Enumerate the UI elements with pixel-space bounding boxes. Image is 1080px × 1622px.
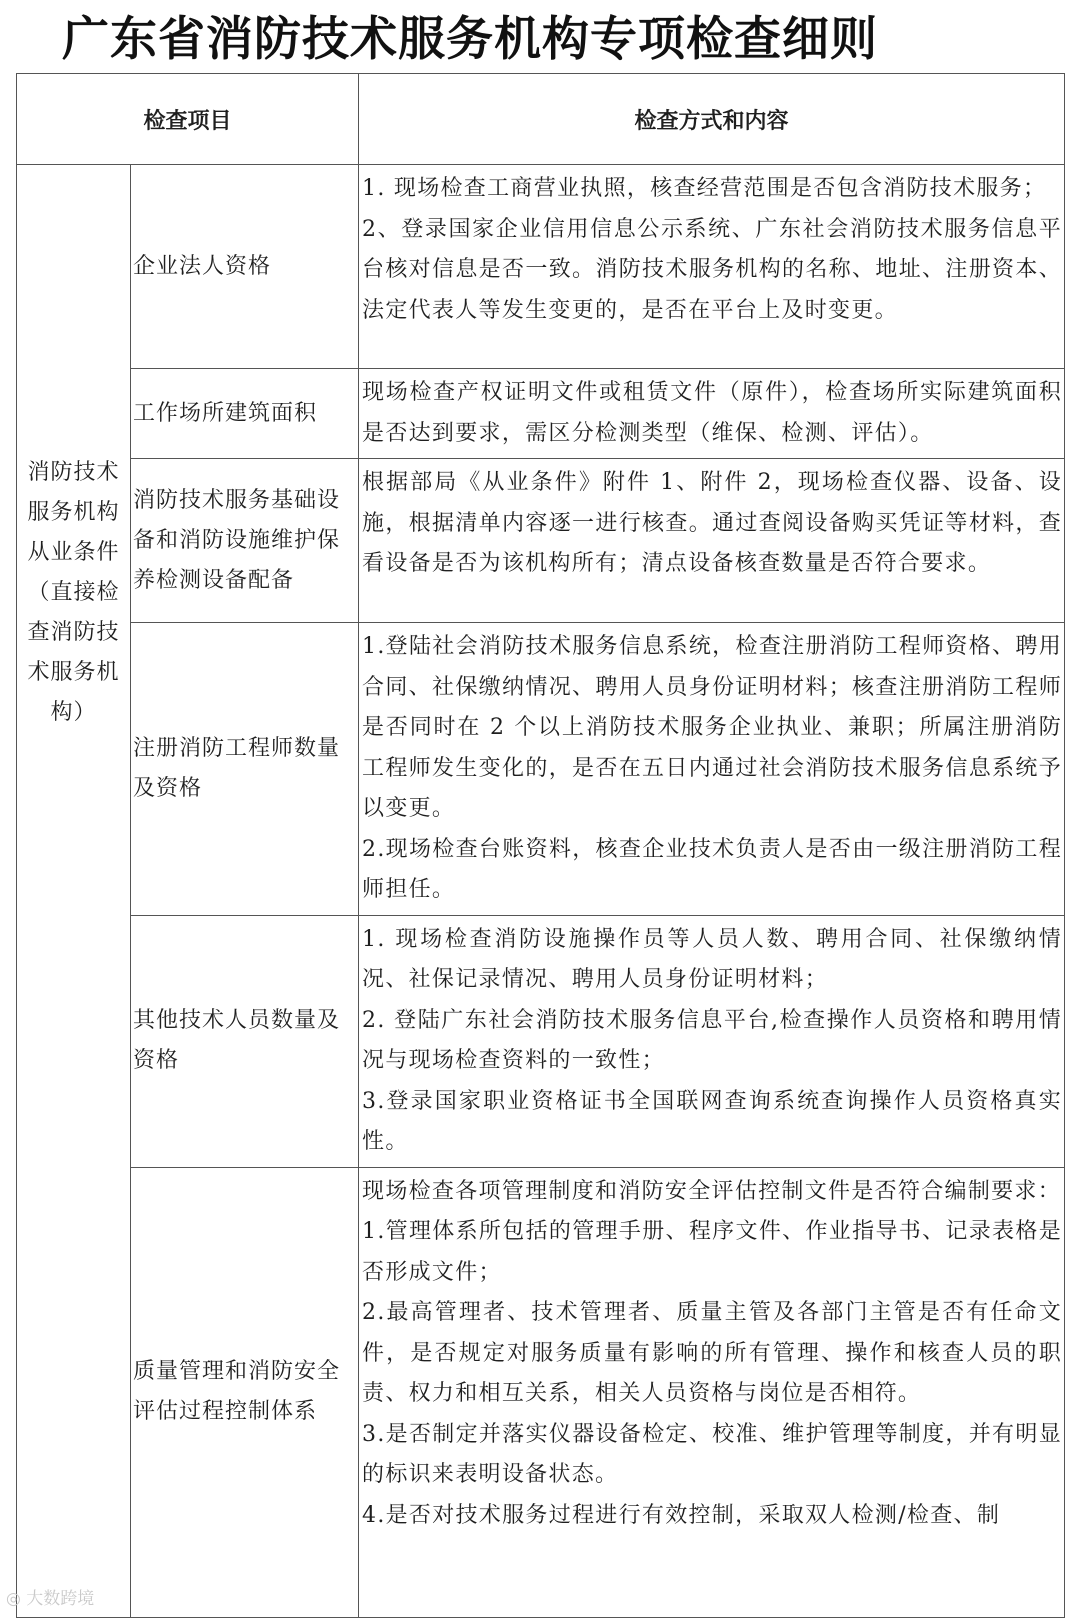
item-cell: 其他技术人员数量及资格 [131, 915, 359, 1167]
content-paragraph: 2.现场检查台账资料，核查企业技术负责人是否由一级注册消防工程师担任。 [362, 836, 1063, 902]
content-cell [359, 1167, 1065, 1617]
header-method-content: 检查方式和内容 [359, 74, 1065, 165]
content-paragraph: 现场检查各项管理制度和消防安全评估控制文件是否符合编制要求： [362, 1178, 1062, 1204]
watermark-text: 大数跨境 [26, 1589, 95, 1609]
content-cell [359, 165, 1065, 369]
content-paragraph: 1.管理体系所包括的管理手册、程序文件、作业指导书、记录表格是否形成文件； [362, 1219, 1063, 1285]
content-paragraph: 3.是否制定并落实仪器设备检定、校准、维护管理等制度，并有明显的标识来表明设备状态。 [362, 1421, 1063, 1487]
content-paragraph: 根据部局《从业条件》附件 1、附件 2，现场检查仪器、设备、设施，根据清单内容逐一进行核查。通过查阅设备购买凭证等材料，查看设备是否为该机构所有；清点设备核查数量是否符合要求。 [362, 470, 1063, 576]
content-paragraph: 2. 登陆广东社会消防技术服务信息平台,检查操作人员资格和聘用情况与现场检查资料的一致性； [362, 1007, 1063, 1073]
content-paragraph: 4.是否对技术服务过程进行有效控制，采取双人检测/检查、制 [362, 1502, 1001, 1528]
item-cell: 消防技术服务基础设备和消防设施维护保养检测设备配备 [131, 459, 359, 623]
content-cell [359, 915, 1065, 1167]
inspection-table [16, 73, 1065, 1618]
watermark-logo-icon: ◎ [6, 1589, 27, 1609]
header-inspection-item: 检查项目 [17, 74, 359, 165]
item-cell: 企业法人资格 [131, 165, 359, 369]
item-cell: 工作场所建筑面积 [131, 369, 359, 459]
table-row [17, 1167, 1065, 1617]
content-paragraph: 1.登陆社会消防技术服务信息系统，检查注册消防工程师资格、聘用合同、社保缴纳情况、聘用人员身份证明材料；核查注册消防工程师是否同时在 2 个以上消防技术服务企业执业、兼职；所属注册消防工程师发生变化的，是否在五日内通过社会消防技术服务信息系统予以变更。 [362, 634, 1063, 821]
content-paragraph: 2、登录国家企业信用信息公示系统、广东社会消防技术服务信息平台核对信息是否一致。消防技术服务机构的名称、地址、注册资本、法定代表人等发生变更的，是否在平台上及时变更。 [362, 216, 1063, 323]
category-cell: 消防技术服务机构从业条件（直接检查消防技术服务机构） [17, 165, 131, 1618]
watermark [6, 1584, 94, 1609]
content-paragraph: 3.登录国家职业资格证书全国联网查询系统查询操作人员资格真实性。 [362, 1088, 1063, 1154]
content-cell [359, 623, 1065, 916]
table-row [17, 369, 1065, 459]
content-paragraph: 1. 现场检查工商营业执照，核查经营范围是否包含消防技术服务； [362, 176, 1047, 201]
page-title: 广东省消防技术服务机构专项检查细则 [62, 12, 878, 67]
content-paragraph: 现场检查产权证明文件或租赁文件（原件），检查场所实际建筑面积是否达到要求，需区分检测类型（维保、检测、评估）。 [362, 380, 1063, 446]
table-header-row [17, 74, 1065, 165]
content-paragraph: 1. 现场检查消防设施操作员等人员人数、聘用合同、社保缴纳情况、社保记录情况、聘用人员身份证明材料； [362, 926, 1063, 992]
content-cell [359, 369, 1065, 459]
item-cell: 质量管理和消防安全评估过程控制体系 [131, 1167, 359, 1617]
content-paragraph: 2.最高管理者、技术管理者、质量主管及各部门主管是否有任命文件，是否规定对服务质量有影响的所有管理、操作和核查人员的职责、权力和相互关系，相关人员资格与岗位是否相符。 [362, 1300, 1063, 1406]
content-cell [359, 459, 1065, 623]
table-row [17, 623, 1065, 916]
table-row [17, 459, 1065, 623]
table-row [17, 165, 1065, 369]
item-cell: 注册消防工程师数量及资格 [131, 623, 359, 916]
table-row [17, 915, 1065, 1167]
